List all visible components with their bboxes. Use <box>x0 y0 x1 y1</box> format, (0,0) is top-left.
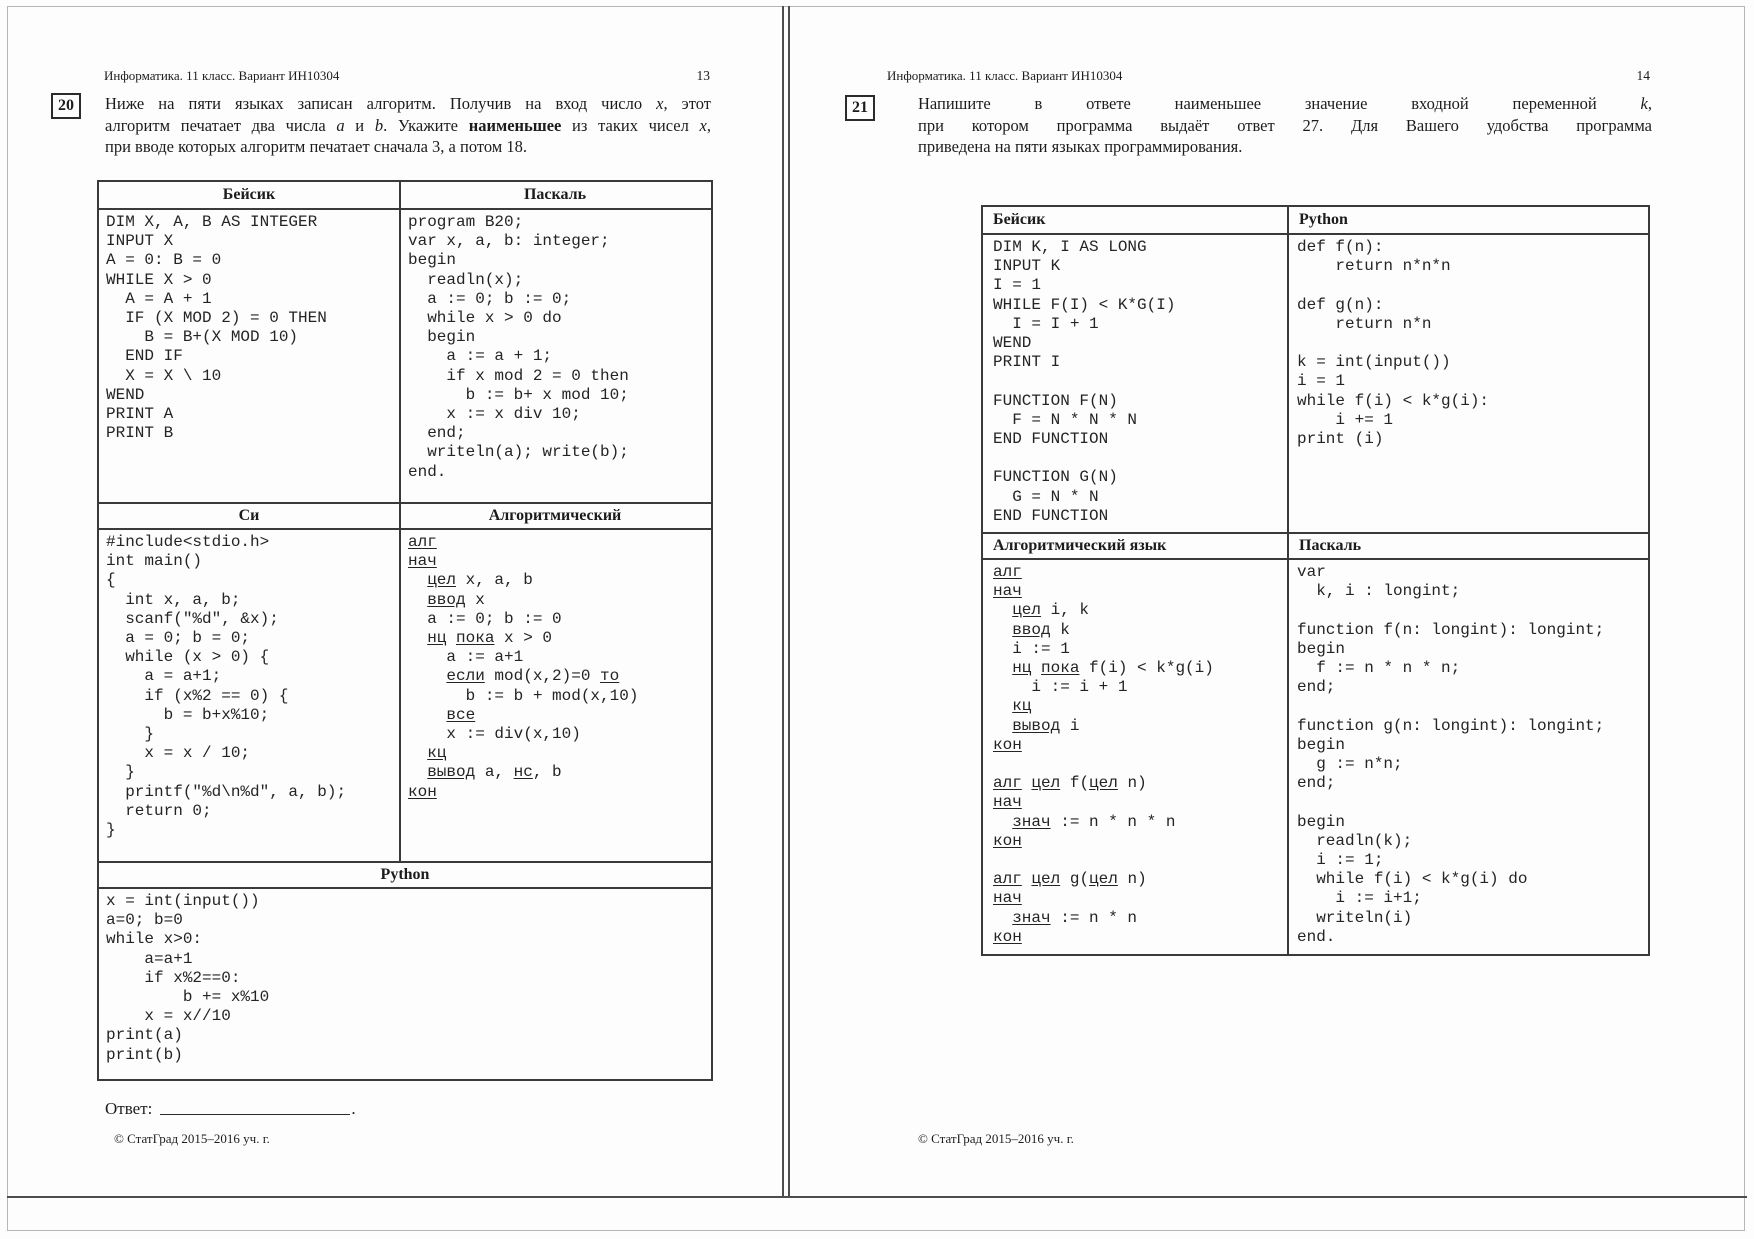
code-algo-task21: алг нач цел i, k ввод k i := 1 нц пока f(i) < k*g(i) i := i + 1 кц вывод i кон алг цел f(цел n) нач знач := n * n * n кон алг цел g(цел n) нач знач := n * n кон <box>993 563 1214 946</box>
bottom-edge-line <box>7 1196 1747 1198</box>
lang-header-basic: Бейсик <box>222 186 276 203</box>
code-algo-task20: алг нач цел x, a, b ввод x a := 0; b := 0 нц пока x > 0 a := a+1 если mod(x,2)=0 то b := b + mod(x,10) все x := div(x,10) кц вывод a, нс, b кон <box>399 530 709 861</box>
footer-copyright: © СтатГрад 2015–2016 уч. г. <box>918 1131 1074 1146</box>
task20-table <box>97 180 713 1081</box>
page-number: 14 <box>1636 68 1650 83</box>
task-number-box <box>845 95 875 121</box>
footer-copyright: © СтатГрад 2015–2016 уч. г. <box>114 1131 270 1146</box>
page-gutter-line <box>788 6 790 1197</box>
lang-header-c: Си <box>238 507 260 524</box>
lang-header-python: Python <box>380 866 430 883</box>
lang-header-pascal: Паскаль <box>399 182 709 208</box>
page-number: 13 <box>696 68 710 83</box>
page-gutter-line <box>782 6 784 1197</box>
header-title: Информатика. 11 класс. Вариант ИН10304 <box>104 68 340 83</box>
answer-label: Ответ: <box>105 1099 153 1118</box>
code-pascal-task20: program B20; var x, a, b: integer; begin readln(x); a := 0; b := 0; while x > 0 do begin a := a + 1; if x mod 2 = 0 then b := b+ x mod 10; x := x div 10; end; writeln(a); write(b); end. <box>399 210 709 502</box>
code-c-task20: #include<stdio.h> int main() { int x, a, b; scanf("%d", &x); a = 0; b = 0; while (x > 0) { a = a+1; if (x%2 == 0) { b = b+x%10; } x = x / 10; } printf("%d\n%d", a, b); return 0; } <box>106 533 347 840</box>
code-pascal-task21: var k, i : longint; function f(n: longint): longint; begin f := n * n * n; end; function g(n: longint): longint; begin g := n*n; end; begin readln(k); i := 1; while f(i) < k*g(i) do i := i+1; writeln(i) end. <box>1287 560 1646 954</box>
code-python-task21: def f(n): return n*n*n def g(n): return n*n k = int(input()) i = 1 while f(i) < k*g(i): i += 1 print (i) <box>1287 235 1646 532</box>
lang-header-python: Python <box>1287 207 1646 233</box>
code-python-task20: x = int(input()) a=0; b=0 while x>0: a=a+1 if x%2==0: b += x%10 x = x//10 print(a) print(b) <box>106 892 270 1064</box>
lang-header-algo: Алгоритмический <box>399 504 709 528</box>
lang-header-pascal: Паскаль <box>1287 534 1646 558</box>
task21-table <box>981 205 1650 956</box>
header-title: Информатика. 11 класс. Вариант ИН10304 <box>887 68 1123 83</box>
lang-header-algo: Алгоритмический язык <box>993 537 1167 554</box>
task-text: Напишите в ответе наименьшее значение входной переменной k, при котором программа выдаёт ответ 27. Для Вашего удобства программа приведена на пяти языках программирования. <box>918 94 1652 157</box>
answer-blank <box>160 1100 350 1115</box>
task-number-box <box>51 93 81 119</box>
code-basic-task21: DIM K, I AS LONG INPUT K I = 1 WHILE F(I) < K*G(I) I = I + 1 WEND PRINT I FUNCTION F(N) F = N * N * N END FUNCTION FUNCTION G(N) G = N * N END FUNCTION <box>993 238 1176 525</box>
task-number: 21 <box>852 99 868 116</box>
code-basic-task20: DIM X, A, B AS INTEGER INPUT X A = 0: B = 0 WHILE X > 0 A = A + 1 IF (X MOD 2) = 0 THEN B = B+(X MOD 10) END IF X = X \ 10 WEND PRINT A PRINT B <box>106 213 327 443</box>
answer-row <box>105 1099 356 1119</box>
task-text: Ниже на пяти языках записан алгоритм. Получив на вход число x, этот алгоритм печатает два числа a и b. Укажите наименьшее из таких чисел x, при вводе которых алгоритм печатает сначала 3, а потом 18. <box>105 94 711 157</box>
lang-header-basic: Бейсик <box>993 211 1046 228</box>
answer-period: . <box>351 1099 356 1118</box>
task-number: 20 <box>58 97 74 114</box>
